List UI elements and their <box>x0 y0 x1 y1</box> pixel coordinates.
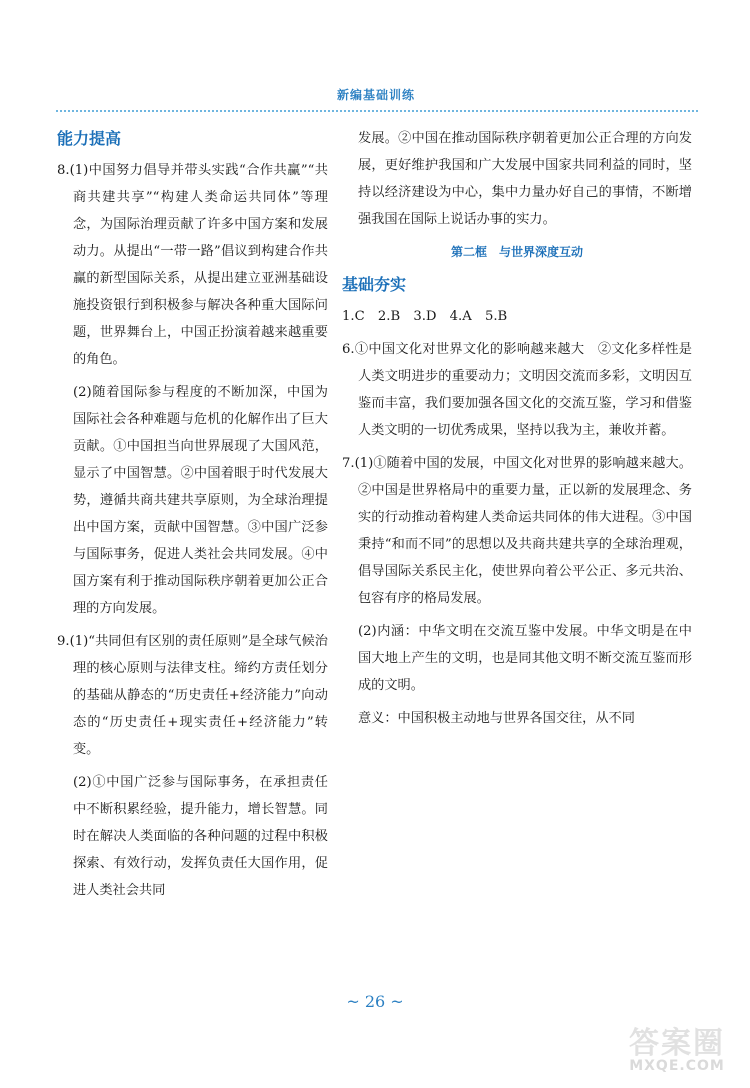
watermark-text: 答案圈 <box>629 1026 725 1061</box>
page-number: ~ 26 ~ <box>346 992 404 1011</box>
watermark-logo <box>612 1018 742 1080</box>
header-divider <box>56 110 698 112</box>
lesson-subheading: 第二框 与世界深度互动 <box>450 245 583 259</box>
answer-9-2-continued: 发展。②中国在推动国际秩序朝着更加公正合理的方向发展，更好维护我国和广大发展中国家共同利益的同时，坚持以经济建设为中心，集中力量办好自己的事情，不断增强我国在国际上说话办事的实力。 <box>358 131 692 227</box>
answer-8-2: (2)随着国际参与程度的不断加深，中国为国际社会各种难题与危机的化解作出了巨大贡献。①中国担当向世界展现了大国风范，显示了中国智慧。②中国着眼于时代发展大势，遵循共商共建共享原则，为全球治理提出中国方案，贡献中国智慧。③中国广泛参与国际事务，促进人类社会共同发展。④中国方案有利于推动国际秩序朝着更加公正合理的方向发展。 <box>73 385 328 616</box>
page-header <box>0 86 750 116</box>
answer-7-2: (2)内涵：中华文明在交流互鉴中发展。中华文明是在中国大地上产生的文明，也是同其他文明不断交流互鉴而形成的文明。 <box>358 624 692 693</box>
answer-7-1: 7.(1)①随着中国的发展，中国文化对世界的影响越来越大。②中国是世界格局中的重要力量，正以新的发展理念、务实的行动推动着构建人类命运共同体的伟大进程。③中国秉持“和而不同”的思想以及共商共建共享的全球治理观，倡导国际关系民主化，使世界向着公平公正、多元共治、包容有序的格局发展。 <box>342 456 692 606</box>
section-heading-foundation: 基础夯实 <box>342 275 407 294</box>
right-column <box>342 125 692 738</box>
answer-9-1: 9.(1)“共同但有区别的责任原则”是全球气候治理的核心原则与法律支柱。缔约方责任划分的基础从静态的“历史责任+经济能力”向动态的“历史责任+现实责任+经济能力”转变。 <box>57 634 328 757</box>
answer-6: 6.①中国文化对世界文化的影响越来越大 ②文化多样性是人类文明进步的重要动力；文明因交流而多彩，文明因互鉴而丰富，我们要加强各国文化的交流互鉴，学习和借鉴人类文明的一切优秀成果，坚持以我为主，兼收并蓄。 <box>342 342 692 438</box>
header-title: 新编基础训练 <box>336 88 415 102</box>
answer-9-2: (2)①中国广泛参与国际事务，在承担责任中不断积累经验，提升能力，增长智慧。同时在解决人类面临的各种问题的过程中积极探索、有效行动，发挥负责任大国作用，促进人类社会共同 <box>73 775 328 898</box>
answer-7-2-significance: 意义：中国积极主动地与世界各国交往，从不同 <box>358 711 635 726</box>
answers-choice: 1.C 2.B 3.D 4.A 5.B <box>342 309 508 324</box>
watermark-url: MXQE.COM <box>629 1058 725 1074</box>
left-column <box>57 125 328 910</box>
section-heading-ability: 能力提高 <box>57 129 122 148</box>
answer-8-1: 8.(1)中国努力倡导并带头实践“合作共赢”“共商共建共享”“构建人类命运共同体”等理念，为国际治理贡献了许多中国方案和发展动力。从提出“一带一路”倡议到构建合作共赢的新型国际关系，从提出建立亚洲基础设施投资银行到积极参与解决各种重大国际问题，世界舞台上，中国正扮演着越来越重要的角色。 <box>57 163 328 367</box>
